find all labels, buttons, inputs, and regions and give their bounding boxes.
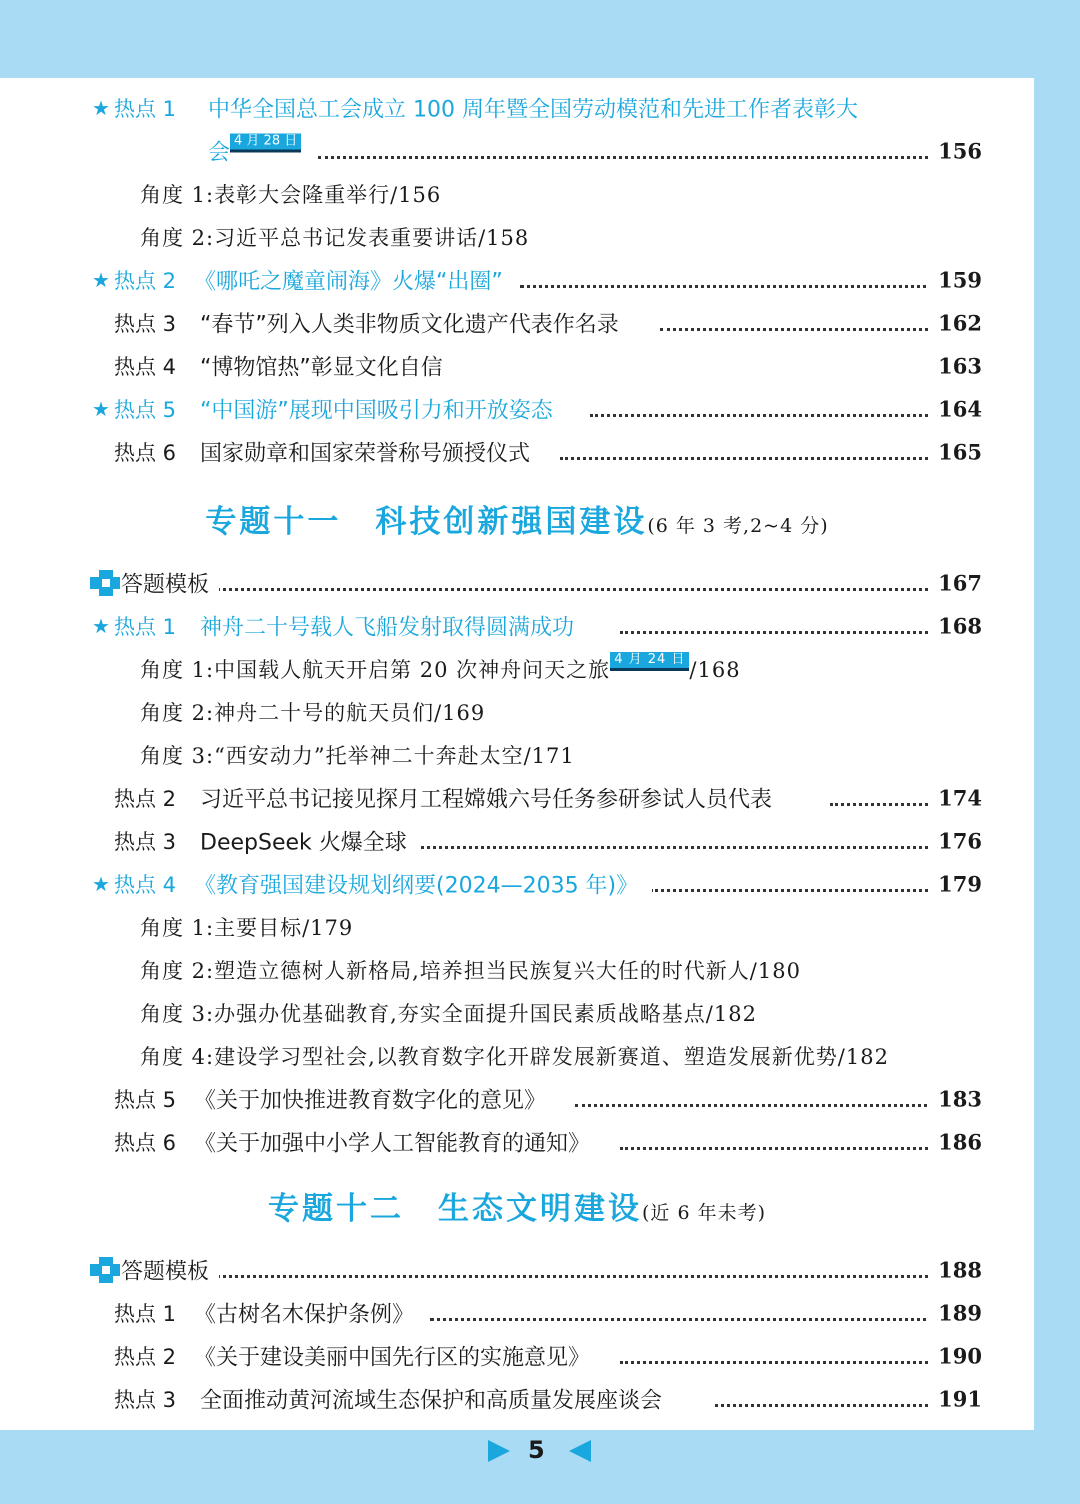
hot-label: 热点 4 [114,873,177,897]
angle-entry[interactable] [0,649,1034,689]
hot-title: DeepSeek 火爆全球 [200,826,421,857]
dot-leader [430,1318,934,1321]
page-footer [0,1432,1080,1472]
page-number: 164 [928,397,982,422]
angle-text: 角度 2:塑造立德树人新格局,培养担当民族复兴大任的时代新人/180 [140,959,801,983]
hot-title: 习近平总书记接见探月工程嫦娥六号任务参研参试人员代表 [200,783,786,814]
dot-leader [410,846,934,849]
hot-title: 国家勋章和国家荣誉称号颁授仪式 [200,437,544,468]
page-number: 167 [928,571,982,596]
hot-title: 《关于建设美丽中国先行区的实施意见》 [194,1341,604,1372]
hot-title: 中华全国总工会成立 100 周年暨全国劳动模范和先进工作者表彰大 [208,93,872,124]
hot-title: 《哪吒之魔童闹海》火爆“出圈” [194,265,517,296]
angle-text: 角度 1:中国载人航天开启第 20 次神舟问天之旅 4 月 24 日 /168 [140,652,741,682]
hot-title: “博物馆热”彰显文化自信 [200,351,457,382]
page-number-footer: 5 [528,1436,545,1464]
dot-leader [620,1147,934,1150]
dot-leader [210,588,934,591]
angle-entry[interactable] [0,993,1034,1033]
angle-text: 角度 2:神舟二十号的航天员们/169 [140,701,486,725]
hot-title: 《关于加强中小学人工智能教育的通知》 [194,1127,604,1158]
hot-label: 热点 1 [114,97,177,121]
hot-label: 热点 1 [114,1302,177,1326]
toc-entry-hot3[interactable] [0,1379,1034,1419]
toc-entry-hot1[interactable] [0,606,1034,646]
dot-leader [210,1275,934,1278]
toc-entry-hot3[interactable] [0,303,1034,343]
page-number: 176 [928,829,982,854]
page-number: 179 [928,872,982,897]
date-tag: 4 月 28 日 [230,134,301,153]
hot-label: 热点 2 [114,269,177,293]
dot-leader [830,803,934,806]
angle-text: 角度 3:“西安动力”托举神二十奔赴太空/171 [140,744,575,768]
dot-leader [620,631,934,634]
angle-entry[interactable] [0,950,1034,990]
date-tag: 4 月 24 日 [610,652,689,671]
dot-leader [318,156,934,159]
hot-label: 热点 5 [114,1088,177,1112]
star-icon: ★ [92,872,110,896]
toc-entry-hot4[interactable] [0,346,1034,386]
angle-text: 角度 4:建设学习型社会,以教育数字化开辟发展新赛道、塑造发展新优势/182 [140,1045,889,1069]
angle-entry[interactable] [0,735,1034,775]
angle-text: 角度 3:办强办优基础教育,夯实全面提升国民素质战略基点/182 [140,1002,757,1026]
page-number: 156 [928,139,982,164]
angle-text: 角度 2:习近平总书记发表重要讲话/158 [140,226,530,250]
star-icon: ★ [92,268,110,292]
hot-title: 《关于加快推进教育数字化的意见》 [194,1084,560,1115]
toc-entry-hot1[interactable] [0,1293,1034,1333]
toc-entry-template[interactable] [0,1250,1034,1290]
section-title [0,1183,1034,1228]
page-number: 190 [928,1344,982,1369]
toc-entry-hot1-line2[interactable] [0,131,1034,171]
angle-text: 角度 1:表彰大会隆重举行/156 [140,183,442,207]
page-number: 163 [928,354,982,379]
toc-entry-template[interactable] [0,563,1034,603]
triangle-left-icon [569,1440,591,1462]
page-number: 188 [928,1258,982,1283]
hot-label: 热点 6 [114,1131,177,1155]
hot-title: 《古树名木保护条例》 [194,1298,428,1329]
hot-title: “中国游”展现中国吸引力和开放姿态 [200,394,567,425]
toc-entry-hot5[interactable] [0,1079,1034,1119]
section-heading: 专题十二 生态文明建设 [268,1191,642,1227]
dot-leader [620,1361,934,1364]
toc-entry-hot3[interactable] [0,821,1034,861]
page-number: 191 [928,1387,982,1412]
hot-title-cont: 会 4 月 28 日 [208,136,315,167]
template-icon [90,1257,120,1283]
template-label: 答题模板 [121,568,219,599]
hot-label: 热点 4 [114,355,177,379]
hot-title: 《教育强国建设规划纲要(2024—2035 年)》 [194,869,652,900]
hot-label: 热点 1 [114,615,177,639]
dot-leader [660,328,934,331]
page-number: 165 [928,440,982,465]
hot-label: 热点 3 [114,312,177,336]
toc-entry-hot2[interactable] [0,1336,1034,1376]
angle-entry[interactable] [0,907,1034,947]
toc-entry-hot2[interactable] [0,260,1034,300]
page-number: 183 [928,1087,982,1112]
angle-entry[interactable] [0,1036,1034,1076]
dot-leader [560,457,934,460]
angle-text: 角度 1:主要目标/179 [140,916,354,940]
hot-title: 全面推动黄河流域生态保护和高质量发展座谈会 [200,1384,676,1415]
angle-entry[interactable] [0,174,1034,214]
hot-label: 热点 3 [114,830,177,854]
toc-entry-hot1-line1[interactable] [0,88,1034,128]
dot-leader [575,1104,934,1107]
section-heading: 专题十一 科技创新强国建设 [205,504,648,540]
star-icon: ★ [92,96,110,120]
template-label: 答题模板 [121,1255,219,1286]
hot-label: 热点 5 [114,398,177,422]
hot-title: 神舟二十号载人飞船发射取得圆满成功 [200,611,588,642]
toc-entry-hot5[interactable] [0,389,1034,429]
dot-leader [650,889,934,892]
section-note: (6 年 3 考,2~4 分) [647,515,829,537]
hot-label: 热点 3 [114,1388,177,1412]
toc-page [0,78,1034,1430]
dot-leader [590,414,934,417]
page-number: 159 [928,268,982,293]
template-icon [90,570,120,596]
angle-entry[interactable] [0,692,1034,732]
page-number: 189 [928,1301,982,1326]
toc-entry-hot6[interactable] [0,432,1034,472]
star-icon: ★ [92,397,110,421]
section-note: (近 6 年未考) [642,1202,766,1224]
toc-entry-hot4[interactable] [0,864,1034,904]
dot-leader [520,285,934,288]
hot-title: “春节”列入人类非物质文化遗产代表作名录 [200,308,633,339]
page-number: 162 [928,311,982,336]
triangle-right-icon [488,1440,510,1462]
page-number: 186 [928,1130,982,1155]
toc-entry-hot6[interactable] [0,1122,1034,1162]
toc-entry-hot2[interactable] [0,778,1034,818]
star-icon: ★ [92,614,110,638]
angle-entry[interactable] [0,217,1034,257]
dot-leader [715,1404,934,1407]
section-title [0,496,1034,541]
page-number: 174 [928,786,982,811]
hot-label: 热点 6 [114,441,177,465]
hot-label: 热点 2 [114,787,177,811]
page-number: 168 [928,614,982,639]
hot-label: 热点 2 [114,1345,177,1369]
